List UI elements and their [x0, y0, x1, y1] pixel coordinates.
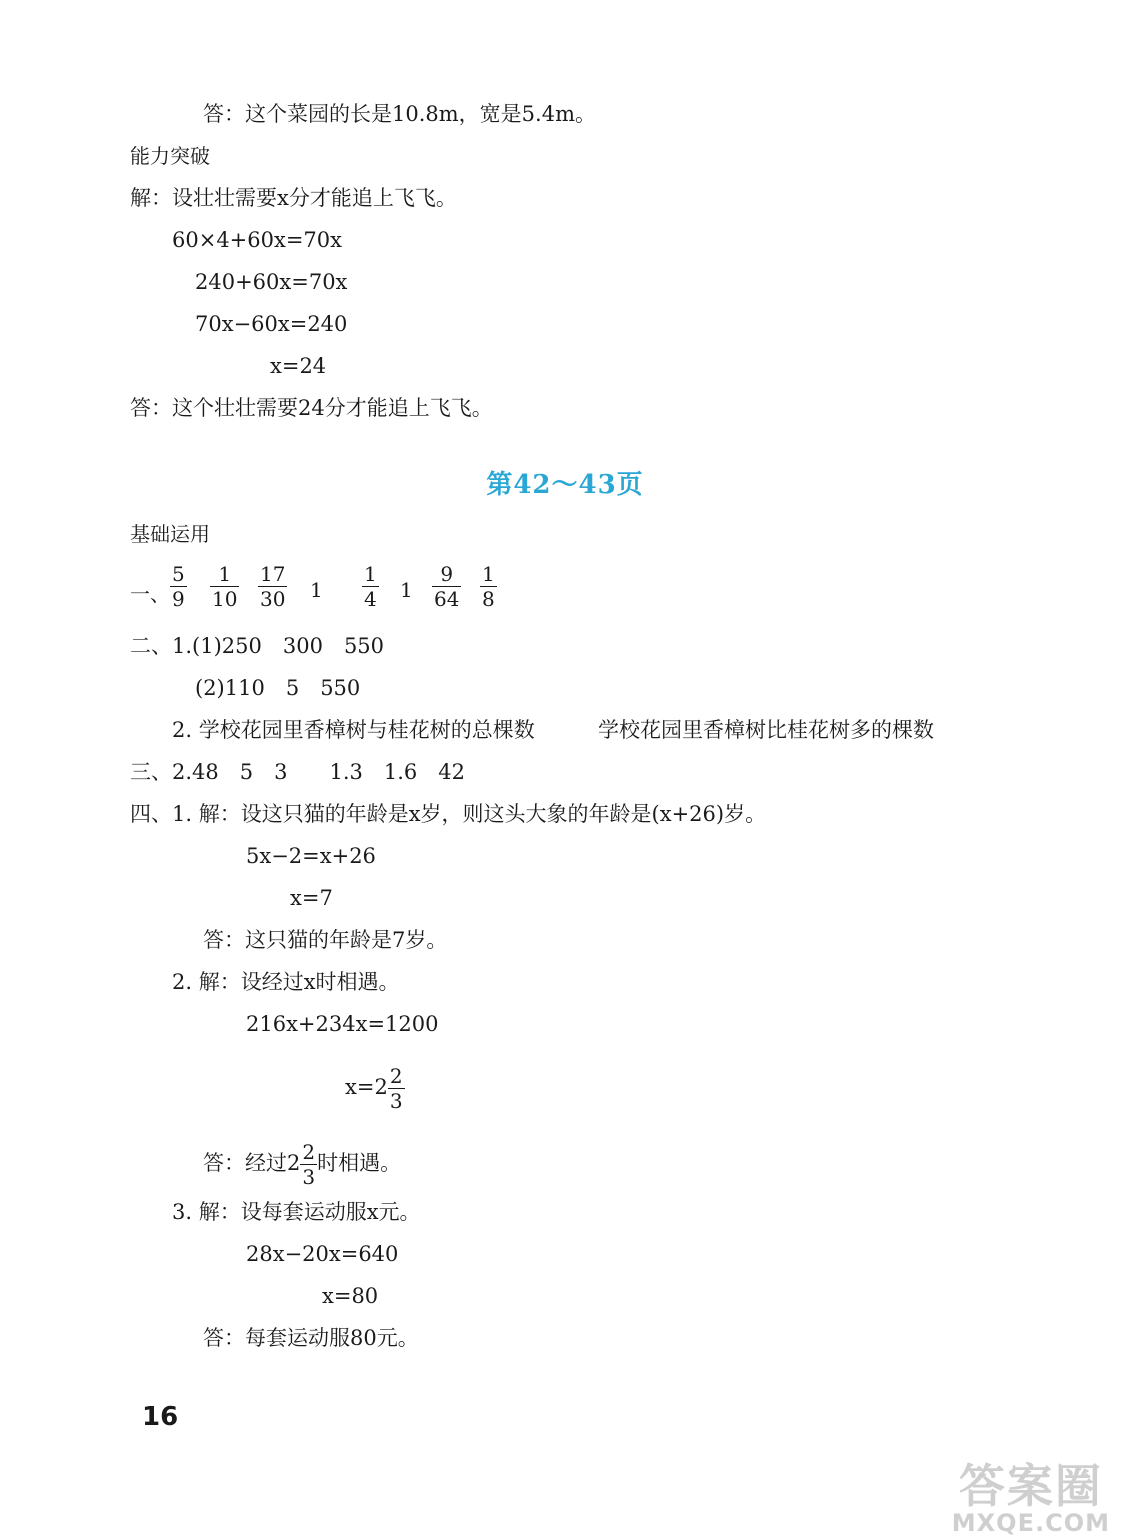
- watermark-logo: [951, 1459, 1110, 1537]
- q2-line3a: 2. 学校花园里香樟树与桂花树的总棵数: [172, 718, 535, 742]
- q4-p1-intro: 四、1. 解：设这只猫的年龄是x岁，则这头大象的年龄是(x+26)岁。: [130, 802, 767, 826]
- heading-ability: 能力突破: [130, 144, 210, 168]
- q1-fraction: $\frac{17}{30}$: [260, 562, 286, 611]
- q2-line2: (2)110 5 550: [195, 676, 361, 700]
- equation-2: 240+60x=70x: [195, 270, 348, 294]
- watermark-logo-text: 答案圈: [958, 1459, 1103, 1513]
- q4-p1-eq1: 5x−2=x+26: [246, 844, 376, 868]
- q4-p2-fraction: $\frac{2}{3}$: [389, 1064, 403, 1113]
- q1-plain-value: 1: [400, 578, 413, 602]
- q4-p3-intro: 3. 解：设每套运动服x元。: [172, 1200, 421, 1224]
- q4-p3-eq2: x=80: [322, 1284, 379, 1308]
- q2-line1: 二、1.(1)250 300 550: [130, 634, 385, 658]
- q1-fraction: $\frac{9}{64}$: [434, 562, 460, 611]
- q1-fraction: $\frac{1}{4}$: [364, 562, 377, 611]
- section-title: 第42～43页: [486, 470, 644, 500]
- q4-p2-eq2: x=2 $\frac{2}{3}$: [345, 1064, 403, 1113]
- q4-p2-eq1: 216x+234x=1200: [246, 1012, 439, 1036]
- q4-p3-eq1: 28x−20x=640: [246, 1242, 399, 1266]
- q4-p2-answer-fraction: $\frac{2}{3}$: [302, 1140, 316, 1189]
- q2-line3b: 学校花园里香樟树比桂花树多的棵数: [598, 718, 934, 742]
- watermark-url: MXQE.COM: [951, 1509, 1110, 1537]
- q4-p3-answer: 答：每套运动服80元。: [203, 1326, 419, 1350]
- q3-line: 三、2.48 5 3 1.3 1.6 42: [130, 760, 465, 784]
- q1-fraction: $\frac{1}{8}$: [482, 562, 495, 611]
- q4-p2-answer: 答：经过2 $\frac{2}{3}$ 时相遇。: [203, 1140, 402, 1189]
- q1-fraction: $\frac{5}{9}$: [172, 562, 185, 611]
- equation-4: x=24: [270, 354, 327, 378]
- q1-plain-value: 1: [310, 578, 323, 602]
- q1-label: 一、: [130, 582, 170, 606]
- q4-p1-answer: 答：这只猫的年龄是7岁。: [203, 928, 448, 952]
- answer-garden: 答：这个菜园的长是10.8m，宽是5.4m。: [203, 102, 596, 126]
- equation-3: 70x−60x=240: [195, 312, 348, 336]
- q4-p2-intro: 2. 解：设经过x时相遇。: [172, 970, 400, 994]
- page-number: 16: [142, 1402, 179, 1432]
- heading-basic: 基础运用: [130, 522, 210, 546]
- equation-1: 60×4+60x=70x: [172, 228, 342, 252]
- q1-fraction: $\frac{1}{10}$: [212, 562, 238, 611]
- q4-p1-eq2: x=7: [290, 886, 333, 910]
- answer-chase: 答：这个壮壮需要24分才能追上飞飞。: [130, 396, 493, 420]
- solution-intro: 解：设壮壮需要x分才能追上飞飞。: [130, 186, 457, 210]
